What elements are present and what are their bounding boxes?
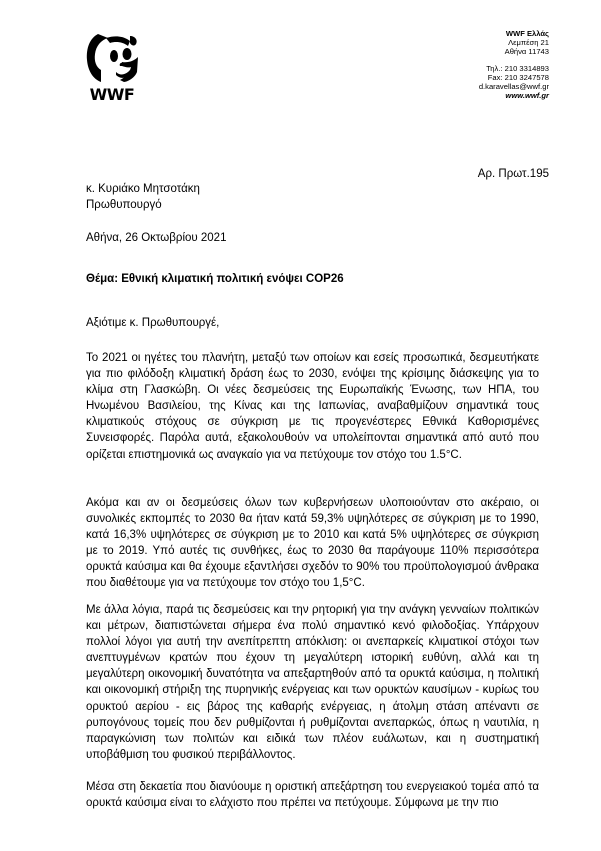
organization-contact (479, 30, 549, 101)
org-website[interactable]: www.wwf.gr (505, 90, 549, 100)
recipient-name: κ. Κυριάκο Μητσοτάκη (86, 183, 200, 195)
org-name: WWF Ελλάς (505, 29, 549, 38)
wwf-logo-text: WWF (89, 85, 135, 104)
recipient-block (86, 181, 200, 213)
salutation: Αξιότιμε κ. Πρωθυπουργέ, (86, 317, 220, 329)
letter-date: Αθήνα, 26 Οκτωβρίου 2021 (86, 232, 227, 244)
paragraph-2: Ακόμα και αν οι δεσμεύσεις όλων των κυβερνήσεων υλοποιούνταν στο ακέραιο, οι συνολικές εκπομπές το 2030 θα ήταν κατά 59,3% υψηλότερες σε σύγκριση με το 1990, κατά 16,3% υψηλότερες σε σύγκριση με το 2010 και κατά 5% υψηλότερες σε σύγκριση με το 2019. Υπό αυτές τις συνθήκες, έως το 2030 θα παράγουμε 110% περισσότερα ορυκτά καύσιμα και θα έχουμε εξαντλήσει σχεδόν το 90% του προϋπολογισμού άνθρακα που διαθέτουμε για να πετύχουμε τον στόχο του 1,5°C. (86, 497, 539, 590)
org-address-line2: Αθήνα 11743 (504, 46, 549, 56)
org-email[interactable]: d.karavellas@wwf.gr (478, 82, 549, 92)
org-phone: Τηλ.: 210 3314893 (486, 64, 549, 74)
paragraph-1: Το 2021 οι ηγέτες του πλανήτη, μεταξύ των οποίων και εσείς προσωπικά, δεσμευτήκατε για πιο φιλόδοξη κλιματική δράση έως το 2030, ενόψει της κρίσιμης διάσκεψης για το κλίμα στη Γλασκώβη. Οι νέες δεσμεύσεις της Ευρωπαϊκής Ένωσης, των ΗΠΑ, του Ηνωμένου Βασιλείου, της Κίνας και της Ιαπωνίας, αναβαθμίζουν σημαντικά τους κλιματικούς στόχους σε σύγκριση με τις προγενέστερες Εθνικά Καθορισμένες Συνεισφορές. Παρόλα αυτά, εξακολουθούν να υπολείπονται σημαντικά από αυτό που ορίζεται επιστημονικά ως αναγκαίο για να πετύχουμε τον στόχο του 1.5°C. (86, 352, 539, 461)
letter-subject: Θέμα: Εθνική κλιματική πολιτική ενόψει COP26 (86, 273, 344, 285)
wwf-logo (84, 30, 140, 104)
org-address-line1: Λεμπέση 21 (508, 37, 549, 47)
protocol-number: Αρ. Πρωτ.195 (477, 168, 549, 180)
recipient-title: Πρωθυπουργό (86, 199, 162, 211)
paragraph-3: Με άλλα λόγια, παρά τις δεσμεύσεις και την ρητορική για την ανάγκη γενναίων πολιτικών και μέτρων, διαπιστώνεται σήμερα ένα πολύ σημαντικό κενό φιλοδοξίας. Υπάρχουν πολλοί λόγοι για αυτή την ανεπίτρεπτη απόκλιση: οι ανεπαρκείς κλιματικοί στόχοι των ανεπτυγμένων κρατών που έχουν τη μεγαλύτερη ιστορική ευθύνη, αλλά και τη μεγαλύτερη οικονομική δυνατότητα να απεξαρτηθούν από τα ορυκτά καύσιμα, η πολιτική και οικονομική στήριξη της πυρηνικής ενέργειας και των ορυκτών καυσίμων - κυρίως του ορυκτού αερίου - εις βάρος της καθαρής ενέργειας, η άτολμη στάση απέναντι σε ρυπογόνους τομείς που δεν ρυθμίζονται ή ρυθμίζονται ανεπαρκώς, όπως η ναυτιλία, η παραγκώνιση των πολιτών και ειδικά των πλέον ευάλωτων, και η συστηματική υποβάθμιση του φυσικού περιβάλλοντος. (86, 604, 539, 761)
paragraph-4: Μέσα στη δεκαετία που διανύουμε η οριστική απεξάρτηση του ενεργειακού τομέα από τα ορυκτά καύσιμα είναι το ελάχιστο που πρέπει να πετύχουμε. Σύμφωνα με την πιο (86, 781, 539, 810)
org-fax: Fax: 210 3247578 (487, 73, 549, 83)
